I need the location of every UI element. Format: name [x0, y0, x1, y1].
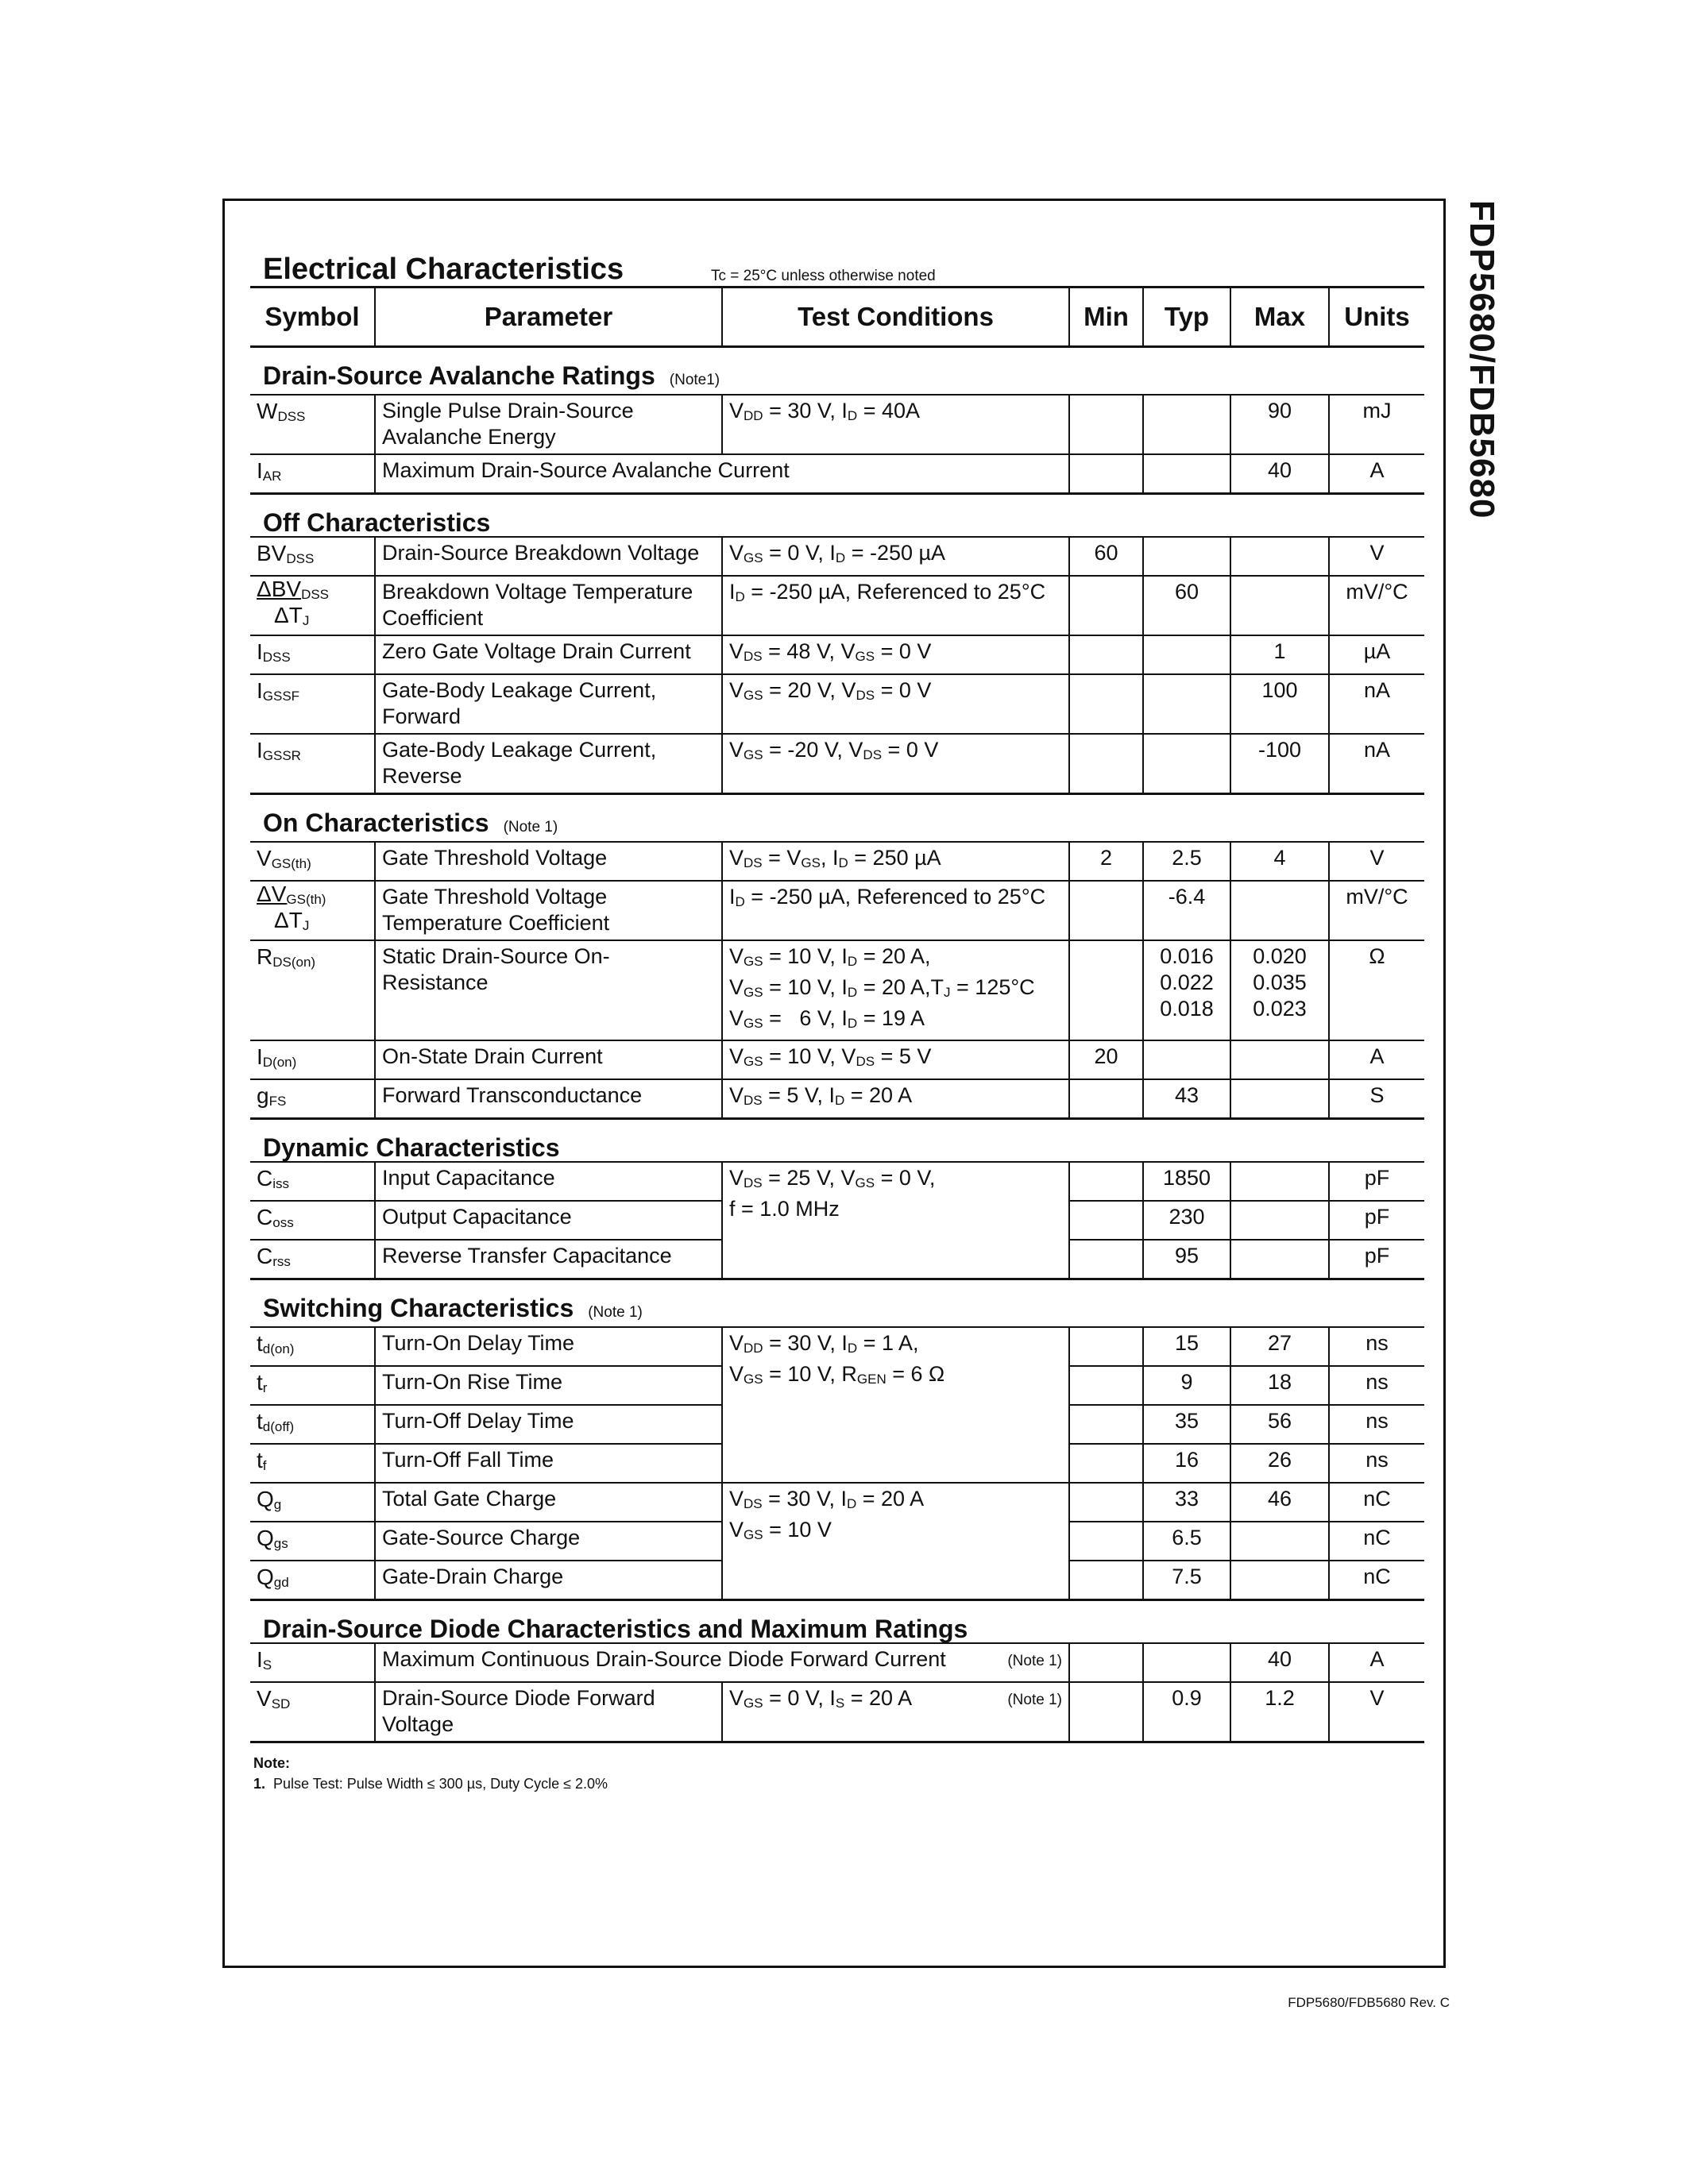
min-cell	[1069, 1162, 1143, 1201]
table-row	[250, 395, 1424, 454]
section-header	[250, 494, 1424, 538]
units-cell: V	[1329, 1682, 1424, 1742]
symbol-cell: $W_{DSS}$	[250, 395, 375, 454]
parameter-cell: Reverse Transfer Capacitance	[375, 1240, 722, 1279]
units-cell: ns	[1329, 1366, 1424, 1405]
symbol-cell: $I_{GSSR}$	[250, 734, 375, 794]
header-typ: Typ	[1143, 287, 1230, 347]
min-cell: 2	[1069, 842, 1143, 881]
condition-cell: $V_{DS} = 5$ V, $I_D = 20$ A	[722, 1079, 1069, 1119]
units-cell: ns	[1329, 1405, 1424, 1444]
units-cell: V	[1329, 842, 1424, 881]
units-cell: nC	[1329, 1561, 1424, 1600]
inline-note: (Note 1)	[1007, 1653, 1062, 1669]
parameter-cell: Output Capacitance	[375, 1201, 722, 1240]
typ-cell: 7.5	[1143, 1561, 1230, 1600]
section-title: Drain-Source Avalanche Ratings	[263, 361, 655, 390]
table-row	[250, 1643, 1424, 1682]
typ-cell	[1143, 635, 1230, 674]
symbol-cell: $BV_{DSS}$	[250, 537, 375, 576]
max-cell: 40	[1230, 1643, 1329, 1682]
parameter-cell: Drain-Source Diode Forward Voltage	[375, 1682, 722, 1742]
table-row	[250, 1483, 1424, 1522]
table-row	[250, 454, 1424, 494]
units-cell: mV/°C	[1329, 576, 1424, 635]
header-test-conditions: Test Conditions	[722, 287, 1069, 347]
units-cell: nA	[1329, 674, 1424, 734]
table-row	[250, 842, 1424, 881]
max-cell: 40	[1230, 454, 1329, 494]
header-units: Units	[1329, 287, 1424, 347]
parameter-cell: Total Gate Charge	[375, 1483, 722, 1522]
max-cell: 27	[1230, 1327, 1329, 1366]
min-cell	[1069, 881, 1143, 940]
max-cell	[1230, 1040, 1329, 1079]
condition-cell: $V_{DS} = 48$ V, $V_{GS} = 0$ V	[722, 635, 1069, 674]
symbol-cell: $V_{SD}$	[250, 1682, 375, 1742]
parameter-cell: Turn-On Rise Time	[375, 1366, 722, 1405]
units-cell: mV/°C	[1329, 881, 1424, 940]
units-cell: pF	[1329, 1162, 1424, 1201]
parameter-cell: Input Capacitance	[375, 1162, 722, 1201]
typ-cell: 2.5	[1143, 842, 1230, 881]
max-cell: 90	[1230, 395, 1329, 454]
symbol-cell: $C_{rss}$	[250, 1240, 375, 1279]
section-title: Drain-Source Diode Characteristics and Maximum Ratings	[263, 1615, 968, 1643]
typ-cell	[1143, 537, 1230, 576]
max-cell: 1.2	[1230, 1682, 1329, 1742]
parameter-cell: Gate-Drain Charge	[375, 1561, 722, 1600]
min-cell	[1069, 1079, 1143, 1119]
parameter-cell: On-State Drain Current	[375, 1040, 722, 1079]
max-cell: 26	[1230, 1444, 1329, 1483]
table-row	[250, 635, 1424, 674]
parameter-cell: Gate-Source Charge	[375, 1522, 722, 1561]
typ-cell	[1143, 734, 1230, 794]
symbol-cell: $V_{GS(th)}$	[250, 842, 375, 881]
symbol-cell: $C_{oss}$	[250, 1201, 375, 1240]
section-note: (Note1)	[669, 372, 720, 388]
symbol-cell: $I_S$	[250, 1643, 375, 1682]
typ-cell	[1143, 1040, 1230, 1079]
units-cell: pF	[1329, 1240, 1424, 1279]
table-row	[250, 674, 1424, 734]
parameter-cell: Static Drain-Source On-Resistance	[375, 940, 722, 1040]
section-title: Switching Characteristics	[263, 1294, 574, 1322]
table-row	[250, 940, 1424, 1040]
typ-cell: 35	[1143, 1405, 1230, 1444]
parameter-cell	[375, 1643, 1069, 1682]
min-cell	[1069, 1561, 1143, 1600]
max-cell	[1230, 537, 1329, 576]
title-row	[250, 246, 1424, 286]
min-cell	[1069, 1366, 1143, 1405]
typ-cell	[1143, 674, 1230, 734]
units-cell: µA	[1329, 635, 1424, 674]
min-cell	[1069, 576, 1143, 635]
min-cell	[1069, 1240, 1143, 1279]
max-cell	[1230, 1240, 1329, 1279]
parameter-cell: Gate Threshold Voltage Temperature Coefficient	[375, 881, 722, 940]
section-header	[250, 347, 1424, 396]
datasheet-content	[250, 246, 1424, 1794]
min-cell	[1069, 674, 1143, 734]
condition-cell: $V_{GS} = 0$ V, $I_S = 20$ A (Note 1)	[722, 1682, 1069, 1742]
table-row	[250, 734, 1424, 794]
header-row	[250, 287, 1424, 347]
min-cell	[1069, 1327, 1143, 1366]
units-cell: V	[1329, 537, 1424, 576]
condition-cell: $V_{DD} = 30$ V, $I_D = 1$ A, $V_{GS} = 10$ V, $R_{GEN} = 6$ Ω	[722, 1327, 1069, 1483]
typ-cell: 95	[1143, 1240, 1230, 1279]
max-cell	[1230, 1162, 1329, 1201]
parameter-cell: Zero Gate Voltage Drain Current	[375, 635, 722, 674]
table-row	[250, 1040, 1424, 1079]
min-cell	[1069, 1483, 1143, 1522]
parameter-cell: Forward Transconductance	[375, 1079, 722, 1119]
condition-cell: $V_{GS} = -20$ V, $V_{DS} = 0$ V	[722, 734, 1069, 794]
symbol-cell: $Q_{gd}$	[250, 1561, 375, 1600]
typ-cell: 230	[1143, 1201, 1230, 1240]
typ-cell: 1850	[1143, 1162, 1230, 1201]
typ-cell: -6.4	[1143, 881, 1230, 940]
symbol-cell: $I_{D(on)}$	[250, 1040, 375, 1079]
section-header	[250, 1119, 1424, 1163]
max-cell: 46	[1230, 1483, 1329, 1522]
units-cell: ns	[1329, 1444, 1424, 1483]
typ-cell: 16	[1143, 1444, 1230, 1483]
max-cell: 18	[1230, 1366, 1329, 1405]
header-parameter: Parameter	[375, 287, 722, 347]
units-cell: A	[1329, 1040, 1424, 1079]
condition-cell: $V_{GS} = 0$ V, $I_D = -250$ µA	[722, 537, 1069, 576]
min-cell: 20	[1069, 1040, 1143, 1079]
parameter-cell: Turn-On Delay Time	[375, 1327, 722, 1366]
min-cell	[1069, 1405, 1143, 1444]
section-title: On Characteristics	[263, 808, 489, 837]
parameter-cell: Gate-Body Leakage Current, Reverse	[375, 734, 722, 794]
max-cell: -100	[1230, 734, 1329, 794]
parameter-cell: Gate Threshold Voltage	[375, 842, 722, 881]
units-cell: A	[1329, 454, 1424, 494]
min-cell	[1069, 635, 1143, 674]
condition-cell: $V_{DD} = 30$ V, $I_D = 40A$	[722, 395, 1069, 454]
symbol-cell: $t_{d(off)}$	[250, 1405, 375, 1444]
side-title: FDP5680/FDB5680	[1462, 200, 1501, 519]
units-cell: S	[1329, 1079, 1424, 1119]
symbol-cell: $I_{GSSF}$	[250, 674, 375, 734]
table-row	[250, 576, 1424, 635]
table-row	[250, 1079, 1424, 1119]
typ-cell	[1143, 395, 1230, 454]
max-value: 0.023	[1253, 997, 1307, 1021]
section-title: Off Characteristics	[263, 508, 491, 537]
symbol-cell: $I_{DSS}$	[250, 635, 375, 674]
typ-cell: 6.5	[1143, 1522, 1230, 1561]
section-title: Dynamic Characteristics	[263, 1133, 560, 1162]
max-cell	[1230, 881, 1329, 940]
symbol-cell: $t_f$	[250, 1444, 375, 1483]
parameter-cell: Gate-Body Leakage Current, Forward	[375, 674, 722, 734]
min-cell	[1069, 940, 1143, 1040]
max-cell: 1	[1230, 635, 1329, 674]
table-row	[250, 1682, 1424, 1742]
parameter-cell: Turn-Off Delay Time	[375, 1405, 722, 1444]
parameter-text: Maximum Continuous Drain-Source Diode Forward Current	[382, 1647, 946, 1671]
condition-cell: $V_{GS} = 10$ V, $V_{DS} = 5$ V	[722, 1040, 1069, 1079]
section-header	[250, 1600, 1424, 1644]
max-cell	[1230, 1201, 1329, 1240]
min-cell: 60	[1069, 537, 1143, 576]
symbol-cell: $t_r$	[250, 1366, 375, 1405]
min-cell	[1069, 1682, 1143, 1742]
parameter-cell: Breakdown Voltage Temperature Coefficient	[375, 576, 722, 635]
inline-note: (Note 1)	[1007, 1692, 1062, 1708]
condition-cell: $V_{DS} = 25$ V, $V_{GS} = 0$ V, f = 1.0 MHz	[722, 1162, 1069, 1279]
units-cell: mJ	[1329, 395, 1424, 454]
symbol-cell: $Q_{gs}$	[250, 1522, 375, 1561]
units-cell: pF	[1329, 1201, 1424, 1240]
typ-value: 0.022	[1160, 970, 1214, 994]
min-cell	[1069, 734, 1143, 794]
parameter-cell: Drain-Source Breakdown Voltage	[375, 537, 722, 576]
max-value: 0.020	[1253, 944, 1307, 968]
units-cell: nC	[1329, 1483, 1424, 1522]
typ-value: 0.016	[1160, 944, 1214, 968]
typ-cell: 33	[1143, 1483, 1230, 1522]
typ-cell: 9	[1143, 1366, 1230, 1405]
min-cell	[1069, 1201, 1143, 1240]
symbol-cell: $\frac{\Delta BV_{DSS}}{\Delta T_J}$	[250, 576, 375, 635]
condition-cell: $V_{GS} = 20$ V, $V_{DS} = 0$ V	[722, 674, 1069, 734]
section-header	[250, 1279, 1424, 1328]
units-cell: A	[1329, 1643, 1424, 1682]
max-cell	[1230, 940, 1329, 1040]
condition-cell: $V_{GS} = 10$ V, $I_D = 20$ A, $V_{GS} = 10$ V, $I_D = 20$ $A,T_J = 125^\circ C$ $V_{GS} = 6$ V, $I_D = 19$ A	[722, 940, 1069, 1040]
symbol-cell: $C_{iss}$	[250, 1162, 375, 1201]
min-cell	[1069, 1444, 1143, 1483]
typ-cell: 0.9	[1143, 1682, 1230, 1742]
max-cell	[1230, 1522, 1329, 1561]
table-row	[250, 1327, 1424, 1366]
max-value: 0.035	[1253, 970, 1307, 994]
header-symbol: Symbol	[250, 287, 375, 347]
typ-cell	[1143, 1643, 1230, 1682]
symbol-cell: $R_{DS(on)}$	[250, 940, 375, 1040]
symbol-cell: $I_{AR}$	[250, 454, 375, 494]
symbol-cell: $Q_g$	[250, 1483, 375, 1522]
max-cell	[1230, 1561, 1329, 1600]
symbol-cell: $g_{FS}$	[250, 1079, 375, 1119]
units-cell: nA	[1329, 734, 1424, 794]
max-cell: 4	[1230, 842, 1329, 881]
table-row	[250, 881, 1424, 940]
units-cell: Ω	[1329, 940, 1424, 1040]
characteristics-table	[250, 286, 1424, 1743]
typ-cell: 15	[1143, 1327, 1230, 1366]
header-min: Min	[1069, 287, 1143, 347]
note-text: Pulse Test: Pulse Width ≤ 300 µs, Duty Cycle ≤ 2.0%	[273, 1776, 608, 1792]
typ-cell: 60	[1143, 576, 1230, 635]
condition-cell: $V_{DS} = 30$ V, $I_D = 20$ A $V_{GS} = 10$ V	[722, 1483, 1069, 1600]
page-title: Electrical Characteristics	[263, 253, 624, 286]
typ-cell	[1143, 940, 1230, 1040]
parameter-cell: Single Pulse Drain-Source Avalanche Energy	[375, 395, 722, 454]
section-note: (Note 1)	[588, 1304, 643, 1321]
max-cell	[1230, 576, 1329, 635]
symbol-cell: $t_{d(on)}$	[250, 1327, 375, 1366]
typ-value: 0.018	[1160, 997, 1214, 1021]
parameter-cell: Turn-Off Fall Time	[375, 1444, 722, 1483]
typ-cell: 43	[1143, 1079, 1230, 1119]
table-row	[250, 537, 1424, 576]
footer-text: FDP5680/FDB5680 Rev. C	[1288, 1995, 1450, 2010]
typ-cell	[1143, 454, 1230, 494]
min-cell	[1069, 395, 1143, 454]
note-number: 1.	[253, 1776, 266, 1792]
max-cell: 56	[1230, 1405, 1329, 1444]
min-cell	[1069, 454, 1143, 494]
units-cell: ns	[1329, 1327, 1424, 1366]
symbol-cell: $\frac{\Delta V_{GS(th)}}{\Delta T_J}$	[250, 881, 375, 940]
max-cell	[1230, 1079, 1329, 1119]
min-cell	[1069, 1643, 1143, 1682]
min-cell	[1069, 1522, 1143, 1561]
parameter-cell: Maximum Drain-Source Avalanche Current	[375, 454, 1069, 494]
table-row	[250, 1162, 1424, 1201]
condition-cell: $V_{DS} = V_{GS}$, $I_D = 250$ µA	[722, 842, 1069, 881]
max-cell: 100	[1230, 674, 1329, 734]
notes	[250, 1753, 1424, 1794]
notes-label: Note:	[253, 1755, 290, 1771]
section-header	[250, 794, 1424, 843]
condition-cell: $I_D = -250$ µA, Referenced to 25°C	[722, 881, 1069, 940]
units-cell: nC	[1329, 1522, 1424, 1561]
header-max: Max	[1230, 287, 1329, 347]
title-note: Tc = 25°C unless otherwise noted	[711, 268, 936, 284]
section-note: (Note 1)	[503, 819, 558, 835]
condition-cell: $I_D = -250$ µA, Referenced to 25°C	[722, 576, 1069, 635]
